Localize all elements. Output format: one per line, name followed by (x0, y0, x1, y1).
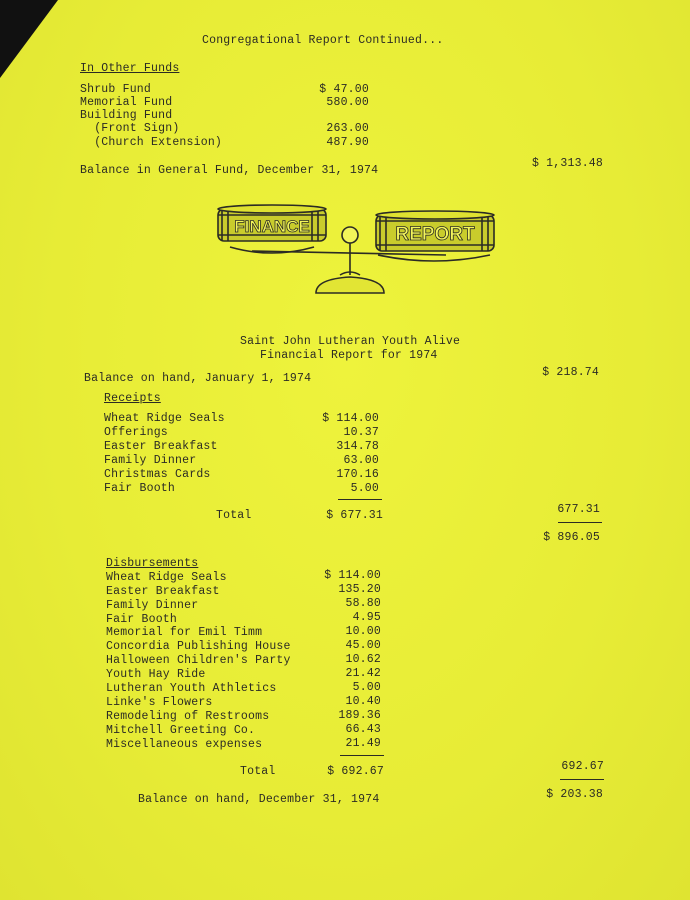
receipt-label: Wheat Ridge Seals (104, 412, 225, 425)
fund-amount: 487.90 (326, 136, 369, 149)
disbursement-label: Miscellaneous expenses (106, 738, 263, 751)
opening-balance-amount: $ 218.74 (542, 366, 599, 379)
receipt-amount: 170.16 (336, 468, 379, 481)
closing-rule (560, 779, 604, 780)
disbursement-amount: 10.62 (345, 653, 381, 666)
disbursement-label: Easter Breakfast (106, 585, 220, 598)
receipts-total-amount: $ 677.31 (326, 509, 383, 522)
disbursement-amount: 4.95 (352, 611, 381, 624)
receipt-amount: 10.37 (343, 426, 379, 439)
disbursement-label: Halloween Children's Party (106, 654, 291, 667)
youth-report-title: Saint John Lutheran Youth Alive (240, 335, 461, 348)
receipt-label: Easter Breakfast (104, 440, 218, 453)
disbursement-label: Mitchell Greeting Co. (106, 724, 256, 737)
fund-amount: 580.00 (326, 96, 369, 109)
subtotal-rule (558, 522, 602, 523)
disbursement-amount: 189.36 (338, 709, 381, 722)
disbursement-amount: 21.42 (345, 667, 381, 680)
receipt-label: Christmas Cards (104, 468, 211, 481)
disbursements-heading: Disbursements (106, 557, 199, 570)
disbursement-amount: 66.43 (345, 723, 381, 736)
disbursement-amount: 135.20 (338, 583, 381, 596)
closing-balance-label: Balance on hand, December 31, 1974 (138, 793, 380, 806)
fund-label: Building Fund (80, 109, 173, 122)
fund-amount: $ 47.00 (319, 83, 369, 96)
page-header: Congregational Report Continued... (202, 34, 444, 47)
youth-report-subtitle: Financial Report for 1974 (260, 349, 438, 362)
fund-label: (Front Sign) (80, 122, 180, 135)
disbursement-amount: 21.49 (345, 737, 381, 750)
report-text: REPORT (395, 224, 475, 245)
disbursement-amount: $ 114.00 (324, 569, 381, 582)
disbursement-amount: 10.00 (345, 625, 381, 638)
general-fund-balance-amount: $ 1,313.48 (531, 157, 603, 170)
disbursement-label: Fair Booth (106, 613, 178, 626)
receipts-total-right: 677.31 (557, 503, 600, 516)
disbursement-label: Youth Hay Ride (106, 668, 206, 681)
receipt-amount: $ 114.00 (322, 412, 379, 425)
receipt-amount: 5.00 (350, 482, 379, 495)
disbursements-total-label: Total (240, 765, 276, 778)
disbursement-label: Concordia Publishing House (106, 640, 291, 653)
subtotal-amount: $ 896.05 (543, 531, 600, 544)
receipt-label: Fair Booth (104, 482, 176, 495)
disbursement-amount: 5.00 (352, 681, 381, 694)
receipts-sum-rule (338, 499, 382, 500)
finance-text: FINANCE (234, 217, 310, 236)
fund-label: (Church Extension) (80, 136, 223, 149)
disbursement-label: Memorial for Emil Timm (106, 626, 263, 639)
finance-report-scale-logo (212, 195, 502, 307)
receipts-heading: Receipts (104, 392, 161, 405)
torn-corner (0, 0, 58, 78)
fund-label: Shrub Fund (80, 83, 152, 96)
fund-label: Memorial Fund (80, 96, 173, 109)
disbursements-sum-rule (340, 755, 384, 756)
receipt-amount: 314.78 (336, 440, 379, 453)
disbursements-total-right: 692.67 (561, 760, 604, 773)
disbursements-total-amount: $ 692.67 (327, 765, 384, 778)
receipt-label: Offerings (104, 426, 168, 439)
disbursement-amount: 10.40 (345, 695, 381, 708)
closing-balance-amount: $ 203.38 (546, 788, 603, 801)
disbursement-label: Family Dinner (106, 599, 199, 612)
disbursement-amount: 58.80 (345, 597, 381, 610)
opening-balance-label: Balance on hand, January 1, 1974 (84, 372, 312, 385)
disbursement-amount: 45.00 (345, 639, 381, 652)
receipt-amount: 63.00 (343, 454, 379, 467)
receipts-total-label: Total (216, 509, 252, 522)
receipt-label: Family Dinner (104, 454, 197, 467)
disbursement-label: Wheat Ridge Seals (106, 571, 227, 584)
other-funds-heading: In Other Funds (80, 62, 180, 75)
disbursement-label: Remodeling of Restrooms (106, 710, 270, 723)
disbursement-label: Linke's Flowers (106, 696, 213, 709)
general-fund-balance-label: Balance in General Fund, December 31, 1974 (80, 164, 379, 177)
disbursement-label: Lutheran Youth Athletics (106, 682, 277, 695)
fund-amount: 263.00 (326, 122, 369, 135)
